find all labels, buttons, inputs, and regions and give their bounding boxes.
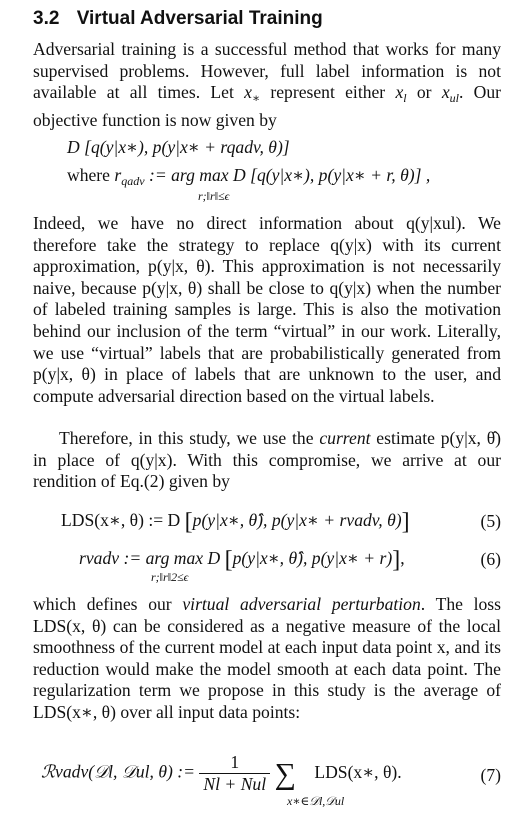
equation-number-5: (5) <box>480 511 501 531</box>
x-l-symbol: $x_l$ <box>395 82 407 106</box>
x-ul-symbol: $x_{ul}$ <box>441 82 459 106</box>
section-title: Virtual Adversarial Training <box>76 8 323 29</box>
equation-lds: LDS(x∗, θ) := D [p(y|x∗, θ̂), p(y|x∗ + rvadv, θ)] <box>61 509 410 535</box>
para1-text-b: represent either <box>260 82 396 103</box>
equation-number-7: (7) <box>480 765 501 785</box>
para1-text-a: Adversarial training is a successful method that works for many supervised problems. However, full label information is not available at all times. Let <box>33 39 501 103</box>
paragraph-current-estimate <box>33 428 501 493</box>
objective-argmax-constraint: r;‖r‖≤ϵ <box>198 189 230 203</box>
paragraph-approximation <box>33 213 501 407</box>
para4-emphasis: virtual adversarial perturbation <box>182 594 421 614</box>
rvadv-argmax-constraint: r;‖r‖2≤ϵ <box>151 570 189 584</box>
para3-text-b: estimate p(y|x, θ̂) in place of q(y|x). With this compromise, we arrive at our rendition of Eq.(2) given by <box>33 428 502 492</box>
paragraph-intro <box>33 39 501 131</box>
equation-regularizer: ℛvadv(𝒟l, 𝒟ul, θ) := $\frac{1}{\text{Nl + Nul}}$ ∑ LDS(x∗, θ). <box>41 752 402 794</box>
regularizer-fraction: $\frac{1}{\text{Nl + Nul}}$ <box>199 752 270 795</box>
sum-index-set: x∗∈𝒟l,𝒟ul <box>287 794 345 808</box>
objective-equation-line1: D [q(y|x∗), p(y|x∗ + rqadv, θ)] <box>67 137 290 157</box>
para2-text: Indeed, we have no direct information about q(y|xul). We therefore take the strategy to replace q(y|x) with its current approximation, p(y|x, θ). This approximation is not necessarily naive, because p(y|x, θ) shall be close to q(y|x) when the number of labeled training samples is large. This is also the motivation behind our inclusion of the term “virtual” in our work. Literally, we use “virtual” labels that are probabilistically generated from p(y|x, θ) in place of labels that are unknown to the user, and compute adversarial direction based on the virtual labels. <box>33 213 501 406</box>
objective-equation-line2: where $r_{qadv}$ := arg max D [q(y|x∗), p(y|x∗ + r, θ)] , <box>67 165 431 188</box>
para3-text-a: Therefore, in this study, we use the <box>59 428 320 448</box>
section-number: 3.2 <box>33 8 60 29</box>
para4-text-a: which defines our <box>33 594 183 614</box>
para3-emphasis: current <box>319 428 371 448</box>
section-heading <box>33 8 323 30</box>
paragraph-virtual-perturbation <box>33 594 501 724</box>
para1-text-d: . Our objective function is now given by <box>33 82 502 130</box>
para1-text-c: or <box>406 82 442 103</box>
equation-rvadv: rvadv := arg max D [p(y|x∗, θ̂), p(y|x∗ + r)], <box>79 547 405 573</box>
para4-text-b: . The loss LDS(x, θ) can be considered as a negative measure of the local smoothness of the current model at each input data point x, and its reduction would make the model smooth at each data point. The regularization term we propose in this study is the average of LDS(x∗, θ) over all input data points: <box>33 594 502 722</box>
equation-number-6: (6) <box>480 549 501 569</box>
x-star-symbol: $x_∗$ <box>244 82 261 106</box>
